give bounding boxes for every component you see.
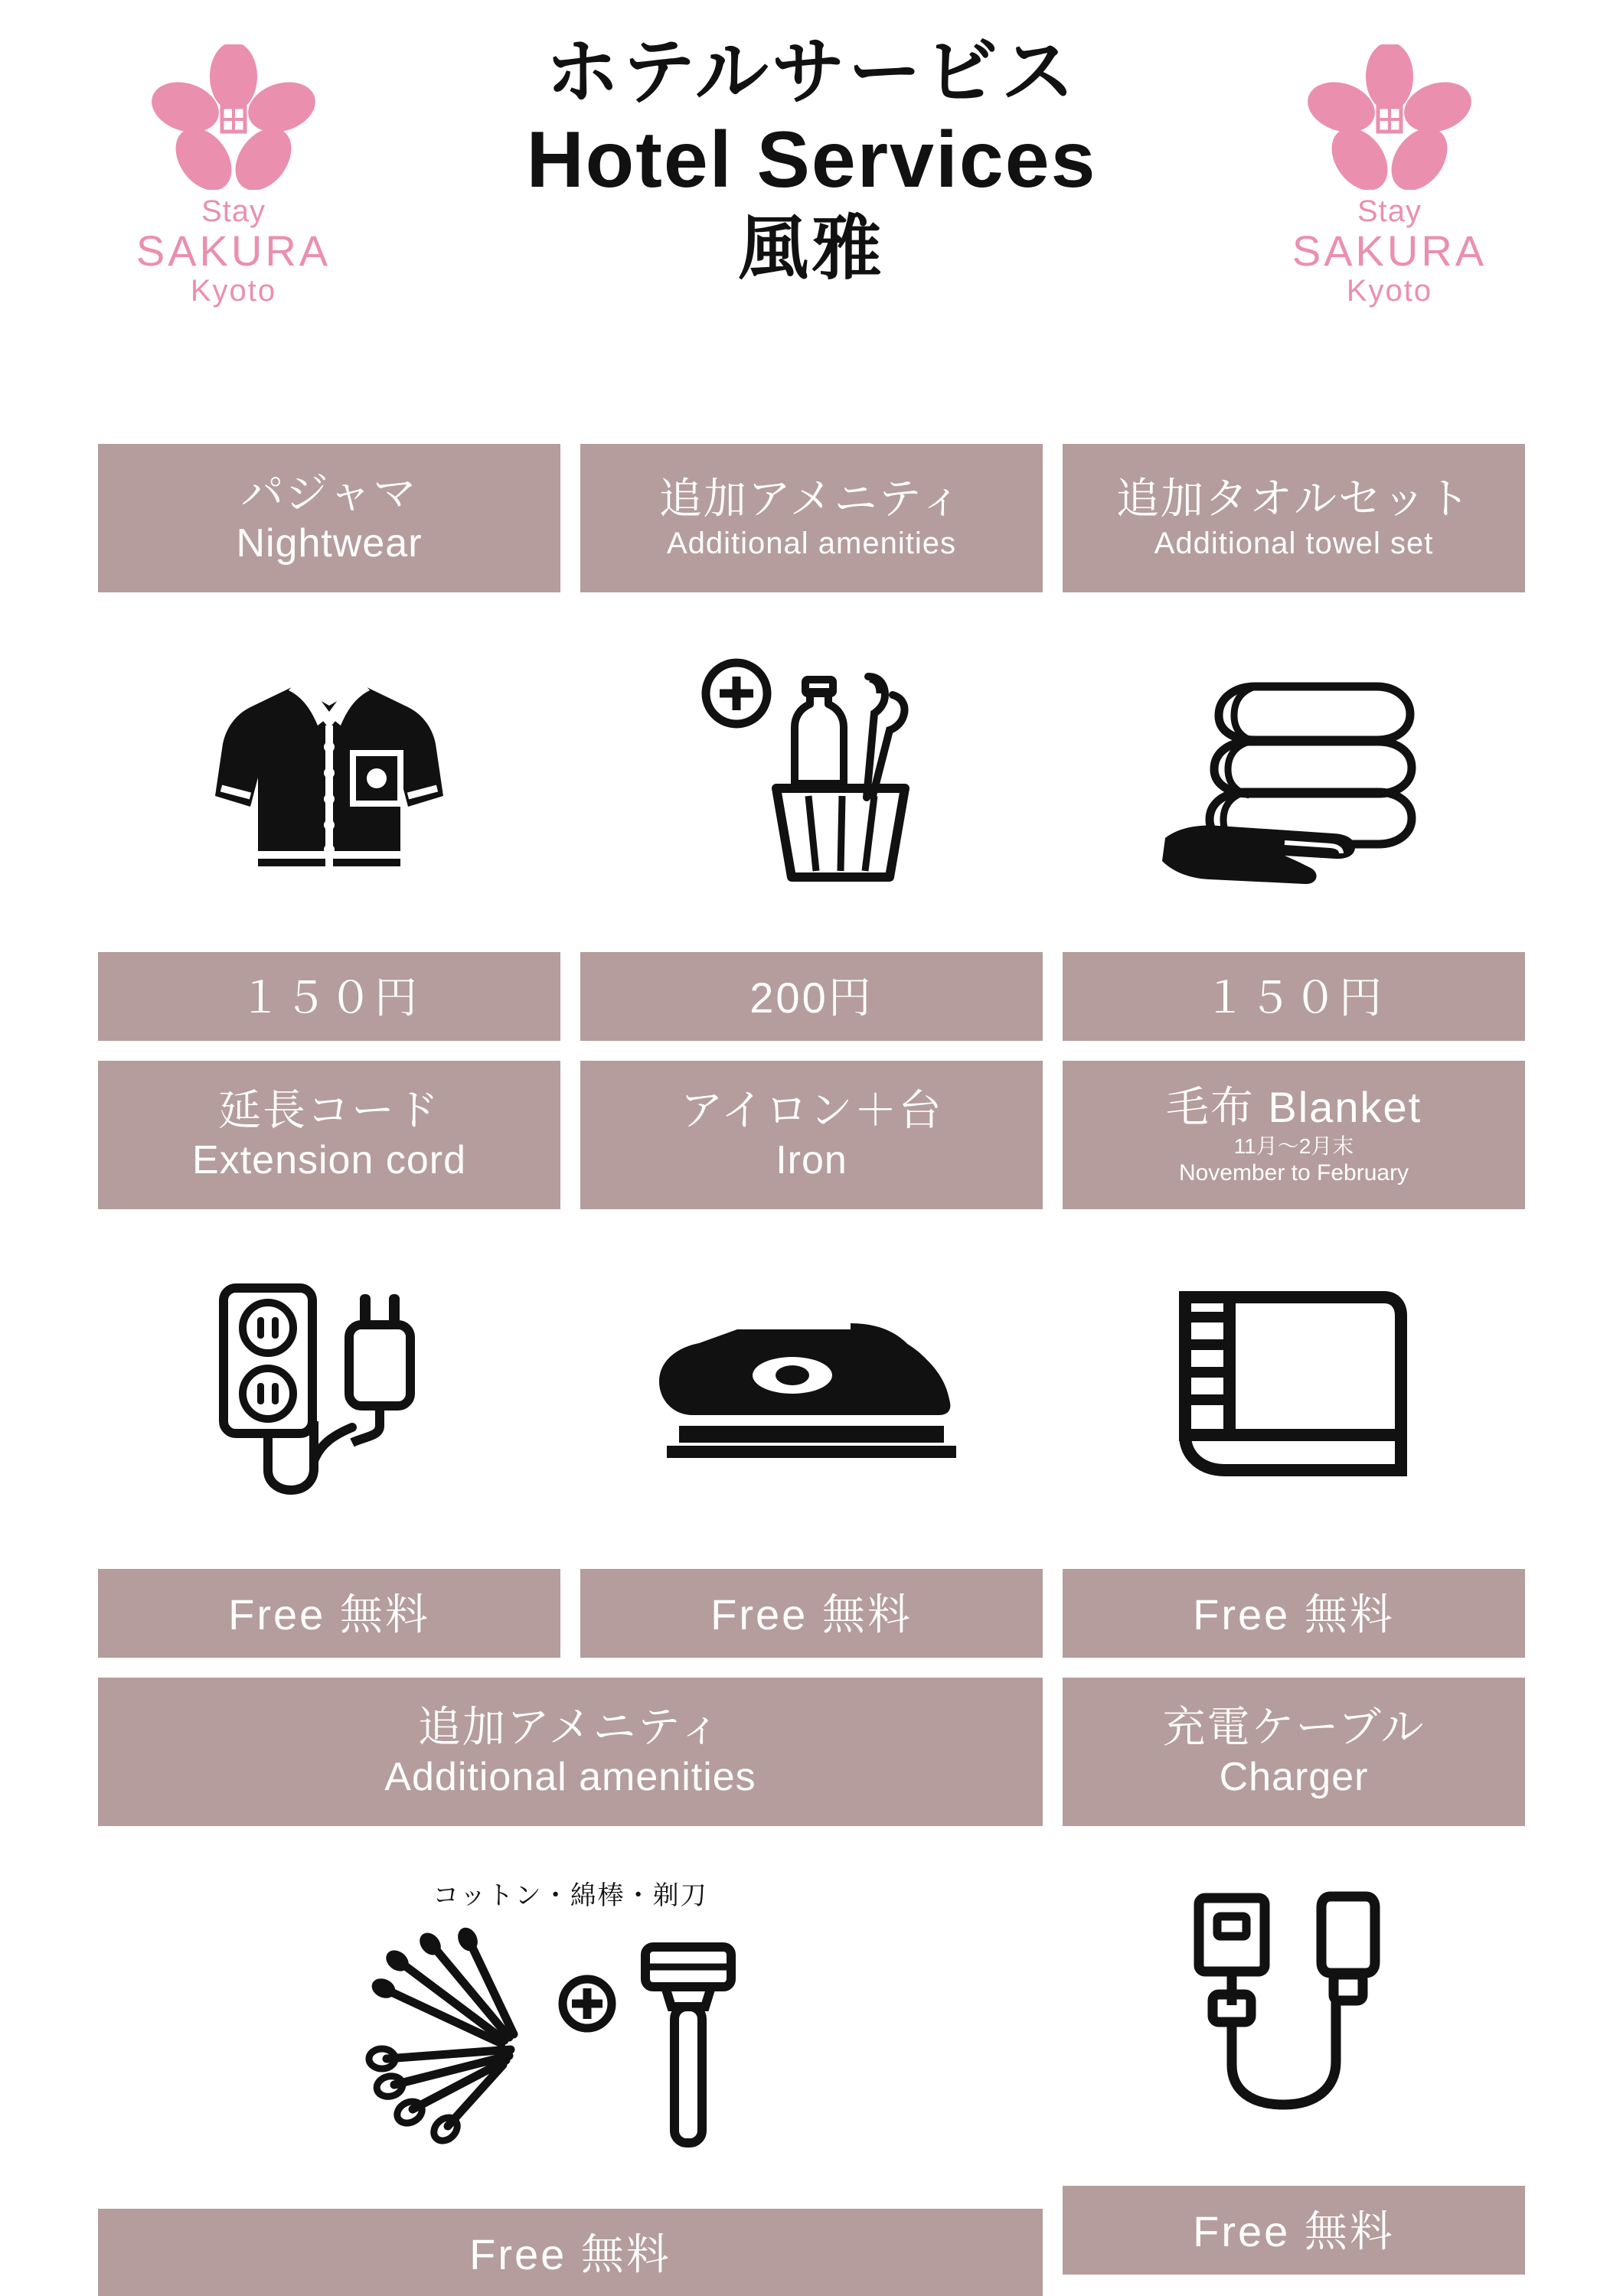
logo-left-stay: Stay [201,194,266,228]
service-card-blanket [1063,1061,1525,1658]
service-illustration [98,1826,1043,2209]
logo-right-name: SAKURA [1292,227,1487,275]
logo-right-city: Kyoto [1346,273,1433,308]
service-price: １５０円 [98,952,560,1041]
service-title-en: Iron [776,1137,847,1182]
service-title-en: Additional amenities [384,1754,756,1799]
service-title-en: Extension cord [192,1137,466,1182]
service-title-jp: 毛布 Blanket [1165,1083,1422,1132]
poster-title [352,31,1271,291]
service-title-jp: パジャマ [240,468,418,517]
service-price: Free 無料 [98,1569,560,1658]
service-title-jp: 追加タオルセット [1116,474,1471,523]
power-strip-plug-icon [199,1274,459,1504]
service-illustration [1063,1209,1525,1569]
service-note-en: November to February [1178,1159,1409,1186]
cotton-swab-razor-icon [341,1913,800,2166]
logo-right-stay: Stay [1357,194,1422,228]
service-card-charger [1063,1678,1525,2296]
service-price: １５０円 [1063,952,1525,1041]
service-illustration [98,592,560,952]
services-row-2 [98,1061,1527,1658]
service-title-jp: 追加アメニティ [417,1702,723,1751]
service-header [1063,444,1525,592]
toothbrush-cup-plus-icon [681,646,942,899]
usb-charging-cable-icon [1156,1880,1432,2132]
service-title-jp: アイロン＋台 [680,1085,943,1134]
services-grid [98,444,1527,2296]
service-caption: コットン・綿棒・剃刀 [433,1880,708,1910]
service-illustration [98,1209,560,1569]
pajama-shirt-icon [203,646,456,899]
folded-blanket-icon [1156,1274,1432,1504]
poster-header [0,0,1623,429]
service-header [98,1061,560,1209]
service-illustration [1063,592,1525,952]
service-header [1063,1678,1525,1826]
service-price: 200円 [580,952,1043,1041]
service-header [580,444,1043,592]
service-card-additional-amenities [580,444,1043,1041]
service-title-en: Additional amenities [667,527,956,561]
logo-left-name: SAKURA [136,227,331,275]
service-header [1063,1061,1525,1209]
title-subtitle: 風雅 [737,209,885,288]
service-card-additional-amenities-cotton [98,1678,1043,2296]
services-row-1 [98,444,1527,1041]
clothes-iron-icon [647,1290,976,1489]
service-illustration [580,592,1043,952]
service-illustration [580,1209,1043,1569]
folded-towels-hand-icon [1148,657,1439,887]
title-english: Hotel Services [526,116,1097,205]
service-card-iron [580,1061,1043,1658]
service-price: Free 無料 [1063,2186,1525,2275]
service-header [98,444,560,592]
service-title-en: Charger [1219,1754,1369,1799]
service-note-jp: 11月〜2月末 [1233,1134,1354,1159]
service-illustration [1063,1826,1525,2186]
logo-left [107,44,360,308]
service-card-additional-towel-set [1063,444,1525,1041]
service-title-jp: 延長コード [218,1085,440,1134]
service-title-en: Additional towel set [1154,527,1434,561]
service-card-nightwear [98,444,560,1041]
service-title-jp: 充電ケーブル [1162,1702,1425,1751]
sakura-flower-icon [107,44,360,190]
service-price: Free 無料 [580,1569,1043,1658]
service-header [98,1678,1043,1826]
service-header [580,1061,1043,1209]
service-price: Free 無料 [98,2209,1043,2296]
sakura-flower-icon [1263,44,1516,190]
service-card-extension-cord [98,1061,560,1658]
title-japanese: ホテルサービス [545,31,1078,113]
logo-left-city: Kyoto [190,273,277,308]
services-row-3 [98,1678,1527,2296]
service-price: Free 無料 [1063,1569,1525,1658]
service-title-jp: 追加アメニティ [658,474,965,523]
logo-right [1263,44,1516,308]
service-title-en: Nightwear [236,520,423,566]
